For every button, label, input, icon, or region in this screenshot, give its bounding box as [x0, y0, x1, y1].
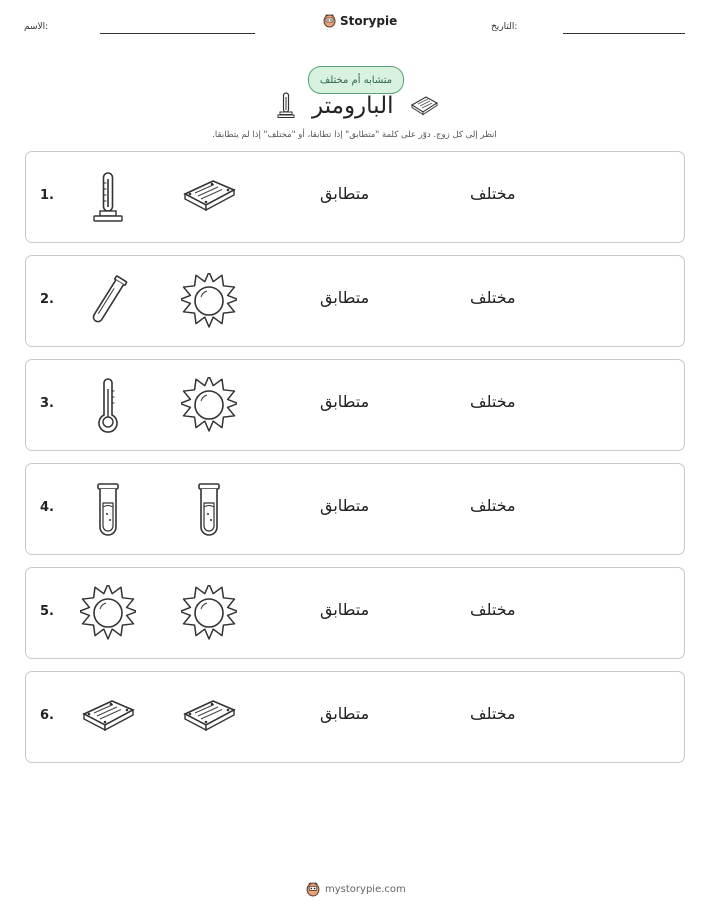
worksheet-title: البارومتر [312, 93, 394, 119]
row-number: 1. [40, 188, 54, 203]
sun-icon [80, 585, 136, 641]
same-option[interactable]: متطابق [320, 704, 370, 723]
row-number: 3. [40, 396, 54, 411]
barometer-icon [80, 169, 136, 225]
footer-url[interactable]: mystorypie.com [325, 883, 406, 895]
exercise-row [25, 671, 685, 763]
instructions: انظر إلى كل زوج. دوّر على كلمة "متطابق" إذا تطابقا، أو "مختلف" إذا لم يتطابقا. [212, 130, 497, 140]
footer [306, 881, 406, 897]
test-tube-icon [181, 481, 237, 537]
brand-name: Storypie [340, 13, 398, 28]
weather-station-icon [80, 689, 136, 745]
topic-badge [308, 66, 404, 94]
sun-icon [181, 273, 237, 329]
different-option[interactable]: مختلف [470, 184, 516, 203]
exercise-row [25, 567, 685, 659]
topic-badge-label: متشابه أم مختلف [319, 74, 393, 86]
thermometer-icon [80, 377, 136, 433]
brand-logo [323, 13, 397, 28]
same-option[interactable]: متطابق [320, 392, 370, 411]
same-option[interactable]: متطابق [320, 600, 370, 619]
row-number: 2. [40, 292, 54, 307]
row-number: 4. [40, 500, 54, 515]
storypie-mascot-icon [323, 13, 336, 28]
name-label: الاسم: [24, 22, 49, 32]
row-number: 5. [40, 604, 54, 619]
same-option[interactable]: متطابق [320, 184, 370, 203]
storypie-mascot-icon [306, 881, 320, 897]
exercise-row [25, 359, 685, 451]
date-label: التاريخ: [491, 22, 518, 32]
different-option[interactable]: مختلف [470, 288, 516, 307]
different-option[interactable]: مختلف [470, 704, 516, 723]
weather-station-icon [409, 94, 439, 116]
weather-station-icon [181, 689, 237, 745]
different-option[interactable]: مختلف [470, 392, 516, 411]
same-option[interactable]: متطابق [320, 288, 370, 307]
test-tube-icon [80, 273, 136, 329]
sun-icon [181, 585, 237, 641]
name-line[interactable] [100, 33, 255, 34]
sun-icon [181, 377, 237, 433]
different-option[interactable]: مختلف [470, 496, 516, 515]
weather-station-icon [181, 169, 237, 225]
exercise-row [25, 463, 685, 555]
exercise-row [25, 255, 685, 347]
different-option[interactable]: مختلف [470, 600, 516, 619]
row-number: 6. [40, 708, 54, 723]
same-option[interactable]: متطابق [320, 496, 370, 515]
barometer-icon [276, 91, 296, 119]
date-line[interactable] [563, 33, 685, 34]
exercise-row [25, 151, 685, 243]
test-tube-icon [80, 481, 136, 537]
